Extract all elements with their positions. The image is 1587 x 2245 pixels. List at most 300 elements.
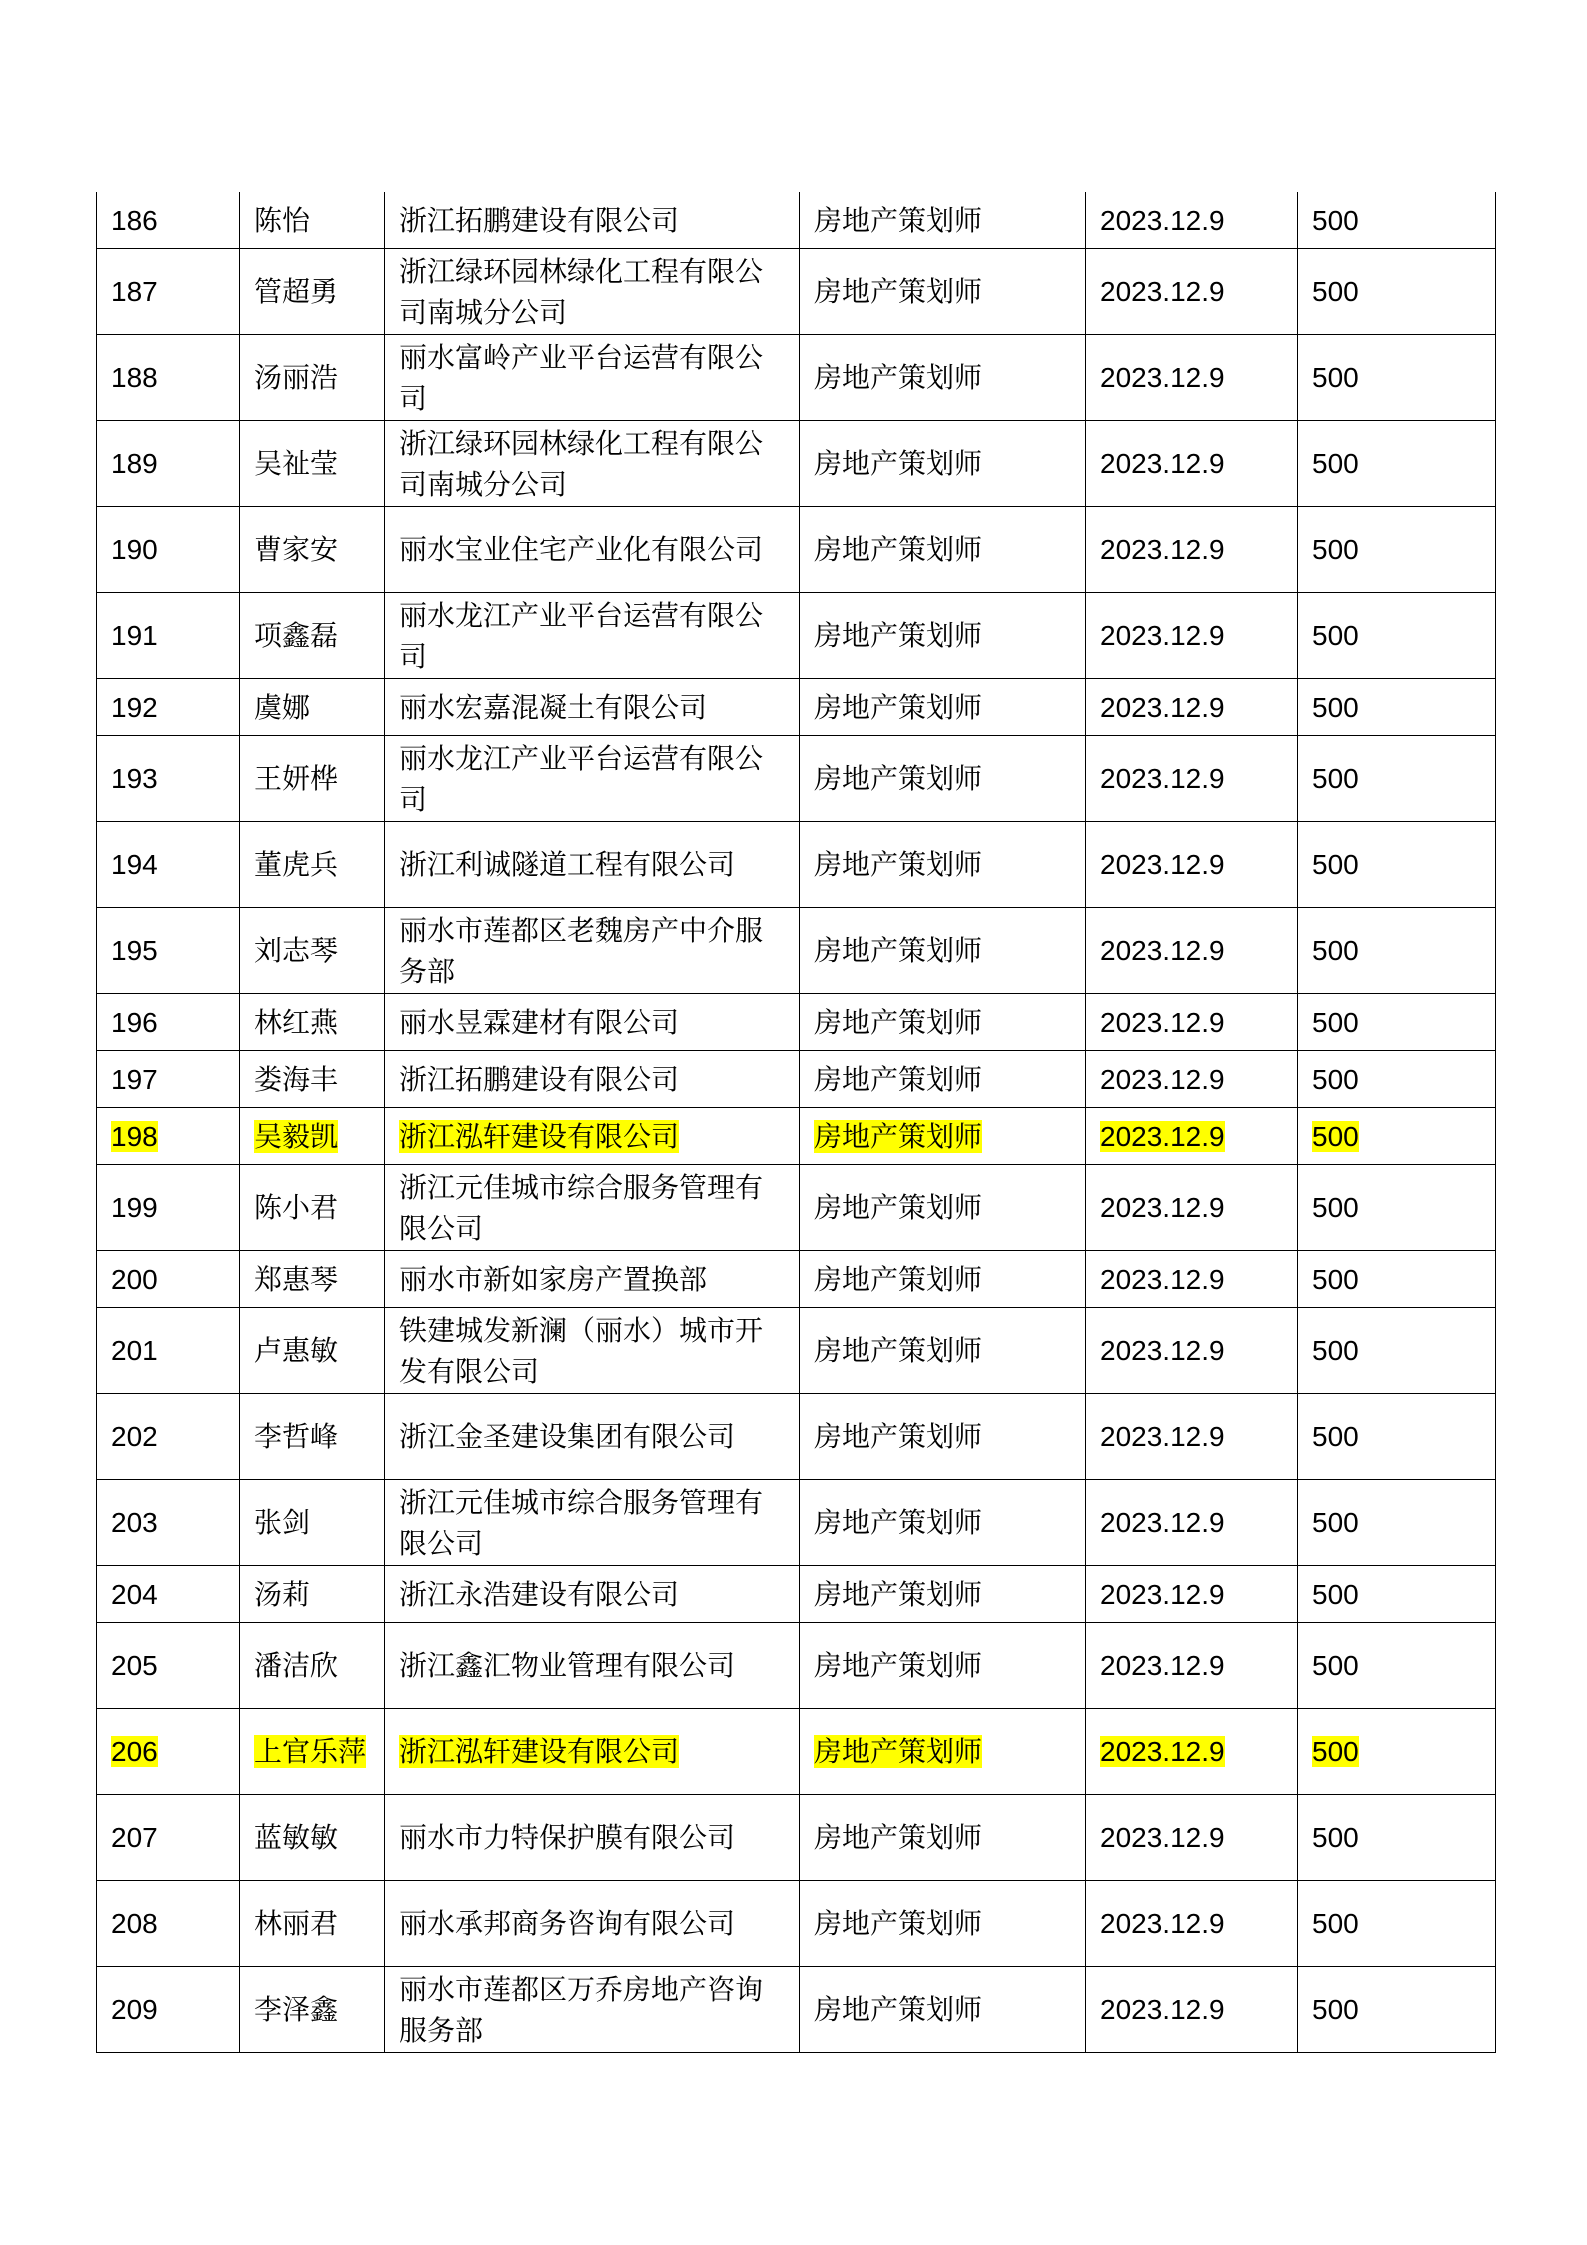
- cell-name-text: 蓝敏敏: [254, 1821, 339, 1854]
- table-row: [97, 1051, 1496, 1108]
- cell-name: [240, 507, 385, 593]
- cell-amount-text: 500: [1312, 691, 1359, 723]
- cell-organization: [385, 1108, 800, 1165]
- cell-amount: [1298, 249, 1496, 335]
- cell-occupation-text: 房地产策划师: [814, 275, 983, 308]
- cell-date: [1086, 1967, 1298, 2053]
- cell-amount-text: 500: [1312, 1263, 1359, 1295]
- cell-number-text: 200: [111, 1263, 158, 1295]
- table-row: [97, 1709, 1496, 1795]
- cell-amount: [1298, 421, 1496, 507]
- cell-occupation-text: 房地产策划师: [814, 1420, 983, 1453]
- table-row: [97, 822, 1496, 908]
- cell-date: [1086, 1566, 1298, 1623]
- cell-date: [1086, 593, 1298, 679]
- cell-date-text: 2023.12.9: [1100, 620, 1225, 651]
- cell-date-text: 2023.12.9: [1100, 691, 1225, 723]
- cell-organization-text: 丽水龙江产业平台运营有限公司: [399, 598, 764, 673]
- table-row: [97, 1108, 1496, 1165]
- cell-name-text: 陈小君: [254, 1191, 339, 1224]
- cell-name: [240, 1308, 385, 1394]
- cell-number: [97, 994, 240, 1051]
- cell-number: [97, 1881, 240, 1967]
- cell-occupation: [800, 679, 1086, 736]
- cell-name-text: 项鑫磊: [254, 619, 339, 652]
- cell-occupation-text: 房地产策划师: [814, 1005, 983, 1039]
- cell-amount: [1298, 1623, 1496, 1709]
- table-row: [97, 1795, 1496, 1881]
- cell-name-text: 虞娜: [254, 690, 311, 724]
- cell-number: [97, 593, 240, 679]
- cell-date-text: 2023.12.9: [1100, 1578, 1225, 1610]
- cell-organization: [385, 249, 800, 335]
- cell-occupation: [800, 192, 1086, 249]
- cell-date: [1086, 192, 1298, 249]
- cell-organization: [385, 421, 800, 507]
- cell-occupation: [800, 1394, 1086, 1480]
- table-row: [97, 736, 1496, 822]
- cell-date: [1086, 1795, 1298, 1881]
- cell-occupation-text: 房地产策划师: [814, 1062, 983, 1096]
- cell-name-text: 汤莉: [254, 1577, 311, 1611]
- cell-date-text: 2023.12.9: [1100, 1263, 1225, 1295]
- cell-organization-text: 丽水市莲都区万乔房地产咨询服务部: [399, 1972, 764, 2047]
- cell-organization-text: 浙江利诚隧道工程有限公司: [399, 848, 736, 881]
- cell-organization: [385, 1881, 800, 1967]
- cell-number: [97, 1251, 240, 1308]
- cell-date: [1086, 1394, 1298, 1480]
- cell-name: [240, 1566, 385, 1623]
- cell-date: [1086, 994, 1298, 1051]
- cell-date: [1086, 736, 1298, 822]
- cell-number-text: 203: [111, 1507, 158, 1538]
- cell-organization-text: 浙江鑫汇物业管理有限公司: [399, 1649, 736, 1682]
- cell-amount-text: 500: [1312, 448, 1359, 479]
- cell-occupation: [800, 1480, 1086, 1566]
- cell-amount: [1298, 1165, 1496, 1251]
- cell-name: [240, 1480, 385, 1566]
- cell-number-text: 196: [111, 1006, 158, 1038]
- table-row: [97, 593, 1496, 679]
- cell-name: [240, 421, 385, 507]
- cell-occupation: [800, 335, 1086, 421]
- cell-occupation-text: 房地产策划师: [814, 848, 983, 881]
- cell-number: [97, 1480, 240, 1566]
- cell-amount: [1298, 1795, 1496, 1881]
- cell-organization-text: 浙江泓轩建设有限公司: [399, 1119, 680, 1153]
- cell-amount: [1298, 1251, 1496, 1308]
- cell-date-text: 2023.12.9: [1100, 1736, 1225, 1767]
- cell-name-text: 潘洁欣: [254, 1649, 339, 1682]
- cell-number: [97, 192, 240, 249]
- cell-organization: [385, 507, 800, 593]
- cell-occupation: [800, 1251, 1086, 1308]
- cell-date-text: 2023.12.9: [1100, 1120, 1225, 1152]
- cell-amount: [1298, 335, 1496, 421]
- cell-number-text: 186: [111, 204, 158, 236]
- cell-organization: [385, 335, 800, 421]
- cell-number-text: 208: [111, 1908, 158, 1939]
- cell-occupation: [800, 1165, 1086, 1251]
- cell-name: [240, 1967, 385, 2053]
- cell-occupation-text: 房地产策划师: [814, 1993, 983, 2026]
- cell-name: [240, 192, 385, 249]
- cell-number: [97, 1566, 240, 1623]
- cell-amount: [1298, 593, 1496, 679]
- cell-occupation-text: 房地产策划师: [814, 1334, 983, 1367]
- cell-amount: [1298, 1480, 1496, 1566]
- cell-amount: [1298, 1308, 1496, 1394]
- cell-occupation-text: 房地产策划师: [814, 1649, 983, 1682]
- cell-number-text: 188: [111, 362, 158, 393]
- cell-number: [97, 1967, 240, 2053]
- cell-date: [1086, 1165, 1298, 1251]
- cell-occupation: [800, 908, 1086, 994]
- cell-name: [240, 822, 385, 908]
- cell-organization: [385, 1795, 800, 1881]
- cell-occupation: [800, 1623, 1086, 1709]
- cell-occupation: [800, 1967, 1086, 2053]
- cell-organization-text: 浙江泓轩建设有限公司: [399, 1735, 680, 1768]
- cell-number: [97, 736, 240, 822]
- cell-name: [240, 908, 385, 994]
- cell-organization-text: 浙江元佳城市综合服务管理有限公司: [399, 1485, 764, 1560]
- cell-date-text: 2023.12.9: [1100, 1063, 1225, 1095]
- cell-occupation: [800, 593, 1086, 679]
- cell-name-text: 娄海丰: [254, 1062, 339, 1096]
- cell-date: [1086, 1051, 1298, 1108]
- cell-number: [97, 335, 240, 421]
- cell-organization: [385, 1623, 800, 1709]
- table-row: [97, 1623, 1496, 1709]
- cell-name-text: 林红燕: [254, 1005, 339, 1039]
- cell-amount-text: 500: [1312, 1822, 1359, 1853]
- cell-number-text: 207: [111, 1822, 158, 1853]
- cell-amount-text: 500: [1312, 849, 1359, 880]
- cell-organization-text: 丽水宝业住宅产业化有限公司: [399, 533, 764, 566]
- cell-number-text: 205: [111, 1650, 158, 1681]
- table-row: [97, 994, 1496, 1051]
- cell-amount-text: 500: [1312, 1063, 1359, 1095]
- cell-organization: [385, 1480, 800, 1566]
- table-row: [97, 1165, 1496, 1251]
- cell-name-text: 卢惠敏: [254, 1334, 339, 1367]
- cell-organization: [385, 593, 800, 679]
- cell-amount-text: 500: [1312, 1120, 1359, 1152]
- cell-occupation: [800, 822, 1086, 908]
- cell-organization-text: 丽水富岭产业平台运营有限公司: [399, 340, 764, 415]
- cell-organization-text: 铁建城发新澜（丽水）城市开发有限公司: [399, 1313, 764, 1388]
- cell-organization-text: 浙江永浩建设有限公司: [399, 1577, 680, 1611]
- cell-organization: [385, 736, 800, 822]
- cell-number-text: 199: [111, 1192, 158, 1223]
- cell-occupation: [800, 1051, 1086, 1108]
- cell-occupation-text: 房地产策划师: [814, 203, 983, 237]
- cell-number: [97, 1051, 240, 1108]
- cell-amount-text: 500: [1312, 1335, 1359, 1366]
- cell-organization-text: 浙江金圣建设集团有限公司: [399, 1420, 736, 1453]
- cell-amount: [1298, 1394, 1496, 1480]
- cell-name: [240, 1394, 385, 1480]
- cell-amount: [1298, 908, 1496, 994]
- cell-number-text: 195: [111, 935, 158, 966]
- table-row: [97, 1480, 1496, 1566]
- cell-name-text: 陈怡: [254, 203, 311, 237]
- cell-number-text: 209: [111, 1994, 158, 2025]
- cell-date-text: 2023.12.9: [1100, 1421, 1225, 1452]
- cell-occupation-text: 房地产策划师: [814, 1506, 983, 1539]
- cell-organization: [385, 1967, 800, 2053]
- cell-name: [240, 249, 385, 335]
- table-row: [97, 249, 1496, 335]
- cell-name-text: 董虎兵: [254, 848, 339, 881]
- cell-organization-text: 丽水宏嘉混凝土有限公司: [399, 690, 708, 724]
- subsidy-roster-table: [96, 192, 1496, 2053]
- cell-amount-text: 500: [1312, 1908, 1359, 1939]
- cell-amount: [1298, 507, 1496, 593]
- cell-occupation-text: 房地产策划师: [814, 533, 983, 566]
- cell-organization: [385, 192, 800, 249]
- cell-organization-text: 浙江拓鹏建设有限公司: [399, 203, 680, 237]
- cell-name-text: 李泽鑫: [254, 1993, 339, 2026]
- table-row: [97, 1566, 1496, 1623]
- cell-amount: [1298, 994, 1496, 1051]
- cell-occupation: [800, 421, 1086, 507]
- cell-date-text: 2023.12.9: [1100, 1994, 1225, 2025]
- cell-occupation: [800, 994, 1086, 1051]
- cell-organization: [385, 1308, 800, 1394]
- table-row: [97, 1394, 1496, 1480]
- cell-organization-text: 丽水市力特保护膜有限公司: [399, 1821, 736, 1854]
- cell-organization-text: 丽水龙江产业平台运营有限公司: [399, 741, 764, 816]
- cell-date: [1086, 822, 1298, 908]
- cell-date-text: 2023.12.9: [1100, 204, 1225, 236]
- cell-number-text: 197: [111, 1063, 158, 1095]
- cell-organization-text: 浙江绿环园林绿化工程有限公司南城分公司: [399, 254, 764, 329]
- roster-body: [97, 192, 1496, 2053]
- cell-name: [240, 994, 385, 1051]
- cell-occupation-text: 房地产策划师: [814, 447, 983, 480]
- cell-occupation-text: 房地产策划师: [814, 690, 983, 724]
- table-row: [97, 1251, 1496, 1308]
- cell-name-text: 王妍桦: [254, 762, 339, 795]
- cell-date: [1086, 1623, 1298, 1709]
- cell-name-text: 林丽君: [254, 1907, 339, 1940]
- cell-name: [240, 593, 385, 679]
- cell-occupation-text: 房地产策划师: [814, 1577, 983, 1611]
- cell-number-text: 198: [111, 1120, 158, 1152]
- cell-number-text: 187: [111, 276, 158, 307]
- cell-date-text: 2023.12.9: [1100, 763, 1225, 794]
- cell-occupation-text: 房地产策划师: [814, 762, 983, 795]
- cell-date-text: 2023.12.9: [1100, 849, 1225, 880]
- cell-name: [240, 1165, 385, 1251]
- cell-occupation: [800, 1566, 1086, 1623]
- cell-occupation: [800, 249, 1086, 335]
- cell-number-text: 191: [111, 620, 158, 651]
- cell-organization: [385, 679, 800, 736]
- cell-name-text: 汤丽浩: [254, 361, 339, 394]
- cell-number: [97, 822, 240, 908]
- cell-date: [1086, 1108, 1298, 1165]
- cell-amount-text: 500: [1312, 362, 1359, 393]
- cell-date: [1086, 1480, 1298, 1566]
- table-row: [97, 1308, 1496, 1394]
- table-row: [97, 507, 1496, 593]
- cell-amount-text: 500: [1312, 1192, 1359, 1223]
- cell-name-text: 管超勇: [254, 275, 339, 308]
- cell-occupation-text: 房地产策划师: [814, 1191, 983, 1224]
- cell-date-text: 2023.12.9: [1100, 534, 1225, 565]
- cell-amount: [1298, 1881, 1496, 1967]
- cell-amount-text: 500: [1312, 276, 1359, 307]
- cell-date-text: 2023.12.9: [1100, 1192, 1225, 1223]
- cell-organization: [385, 1251, 800, 1308]
- cell-date-text: 2023.12.9: [1100, 1335, 1225, 1366]
- cell-occupation: [800, 1881, 1086, 1967]
- cell-name: [240, 1795, 385, 1881]
- cell-number-text: 193: [111, 763, 158, 794]
- cell-organization: [385, 994, 800, 1051]
- cell-name: [240, 1881, 385, 1967]
- cell-name-text: 刘志琴: [254, 934, 339, 967]
- cell-amount: [1298, 192, 1496, 249]
- table-row: [97, 679, 1496, 736]
- cell-date-text: 2023.12.9: [1100, 1006, 1225, 1038]
- cell-date-text: 2023.12.9: [1100, 1908, 1225, 1939]
- cell-date-text: 2023.12.9: [1100, 362, 1225, 393]
- table-row: [97, 1967, 1496, 2053]
- cell-occupation-text: 房地产策划师: [814, 1907, 983, 1940]
- cell-occupation: [800, 1709, 1086, 1795]
- table-row: [97, 192, 1496, 249]
- cell-occupation-text: 房地产策划师: [814, 619, 983, 652]
- cell-amount-text: 500: [1312, 763, 1359, 794]
- cell-number: [97, 1308, 240, 1394]
- cell-number-text: 206: [111, 1736, 158, 1767]
- cell-number-text: 189: [111, 448, 158, 479]
- cell-name-text: 李哲峰: [254, 1420, 339, 1453]
- cell-number: [97, 1108, 240, 1165]
- cell-occupation: [800, 507, 1086, 593]
- cell-amount-text: 500: [1312, 1006, 1359, 1038]
- cell-date-text: 2023.12.9: [1100, 1822, 1225, 1853]
- cell-occupation-text: 房地产策划师: [814, 1735, 983, 1768]
- cell-occupation: [800, 1795, 1086, 1881]
- cell-date-text: 2023.12.9: [1100, 1650, 1225, 1681]
- cell-occupation-text: 房地产策划师: [814, 1119, 983, 1153]
- cell-number-text: 201: [111, 1335, 158, 1366]
- cell-amount: [1298, 679, 1496, 736]
- cell-organization: [385, 1709, 800, 1795]
- cell-date-text: 2023.12.9: [1100, 935, 1225, 966]
- cell-name: [240, 1251, 385, 1308]
- cell-number-text: 192: [111, 691, 158, 723]
- cell-date: [1086, 1251, 1298, 1308]
- cell-organization-text: 丽水市新如家房产置换部: [399, 1262, 708, 1296]
- cell-number: [97, 1795, 240, 1881]
- table-row: [97, 908, 1496, 994]
- cell-date: [1086, 507, 1298, 593]
- cell-date: [1086, 335, 1298, 421]
- cell-number: [97, 908, 240, 994]
- cell-number-text: 190: [111, 534, 158, 565]
- table-row: [97, 421, 1496, 507]
- cell-organization-text: 丽水市莲都区老魏房产中介服务部: [399, 913, 764, 988]
- cell-amount: [1298, 1709, 1496, 1795]
- cell-amount-text: 500: [1312, 1650, 1359, 1681]
- cell-organization: [385, 908, 800, 994]
- cell-number: [97, 679, 240, 736]
- cell-amount-text: 500: [1312, 1421, 1359, 1452]
- cell-date: [1086, 679, 1298, 736]
- cell-amount: [1298, 1051, 1496, 1108]
- cell-occupation: [800, 1108, 1086, 1165]
- cell-name: [240, 1709, 385, 1795]
- cell-number-text: 202: [111, 1421, 158, 1452]
- cell-amount: [1298, 822, 1496, 908]
- cell-date-text: 2023.12.9: [1100, 276, 1225, 307]
- cell-occupation-text: 房地产策划师: [814, 1821, 983, 1854]
- cell-organization: [385, 1165, 800, 1251]
- cell-name-text: 曹家安: [254, 533, 339, 566]
- cell-amount: [1298, 736, 1496, 822]
- cell-name: [240, 335, 385, 421]
- cell-amount-text: 500: [1312, 1507, 1359, 1538]
- table-row: [97, 335, 1496, 421]
- cell-organization-text: 浙江元佳城市综合服务管理有限公司: [399, 1170, 764, 1245]
- cell-occupation: [800, 1308, 1086, 1394]
- cell-name-text: 吴祉莹: [254, 447, 339, 480]
- cell-date-text: 2023.12.9: [1100, 1507, 1225, 1538]
- cell-date: [1086, 249, 1298, 335]
- cell-name-text: 郑惠琴: [254, 1262, 339, 1296]
- cell-name-text: 吴毅凯: [254, 1119, 339, 1153]
- cell-number: [97, 1623, 240, 1709]
- cell-organization: [385, 1394, 800, 1480]
- cell-number-text: 194: [111, 849, 158, 880]
- cell-date: [1086, 1709, 1298, 1795]
- cell-amount-text: 500: [1312, 534, 1359, 565]
- cell-amount-text: 500: [1312, 1736, 1359, 1767]
- cell-organization-text: 浙江绿环园林绿化工程有限公司南城分公司: [399, 426, 764, 501]
- cell-number: [97, 421, 240, 507]
- cell-organization-text: 丽水昱霖建材有限公司: [399, 1005, 680, 1039]
- cell-number: [97, 249, 240, 335]
- cell-organization-text: 浙江拓鹏建设有限公司: [399, 1062, 680, 1096]
- cell-organization: [385, 1566, 800, 1623]
- cell-number: [97, 1709, 240, 1795]
- cell-name: [240, 1051, 385, 1108]
- cell-occupation: [800, 736, 1086, 822]
- cell-number: [97, 1394, 240, 1480]
- cell-amount: [1298, 1566, 1496, 1623]
- cell-occupation-text: 房地产策划师: [814, 1262, 983, 1296]
- cell-date-text: 2023.12.9: [1100, 448, 1225, 479]
- cell-amount-text: 500: [1312, 1578, 1359, 1610]
- cell-amount-text: 500: [1312, 1994, 1359, 2025]
- cell-amount-text: 500: [1312, 204, 1359, 236]
- cell-number: [97, 1165, 240, 1251]
- cell-number-text: 204: [111, 1578, 158, 1610]
- cell-amount: [1298, 1967, 1496, 2053]
- cell-organization-text: 丽水承邦商务咨询有限公司: [399, 1907, 736, 1940]
- cell-date: [1086, 1308, 1298, 1394]
- cell-date: [1086, 421, 1298, 507]
- cell-name: [240, 736, 385, 822]
- cell-name: [240, 1108, 385, 1165]
- cell-amount: [1298, 1108, 1496, 1165]
